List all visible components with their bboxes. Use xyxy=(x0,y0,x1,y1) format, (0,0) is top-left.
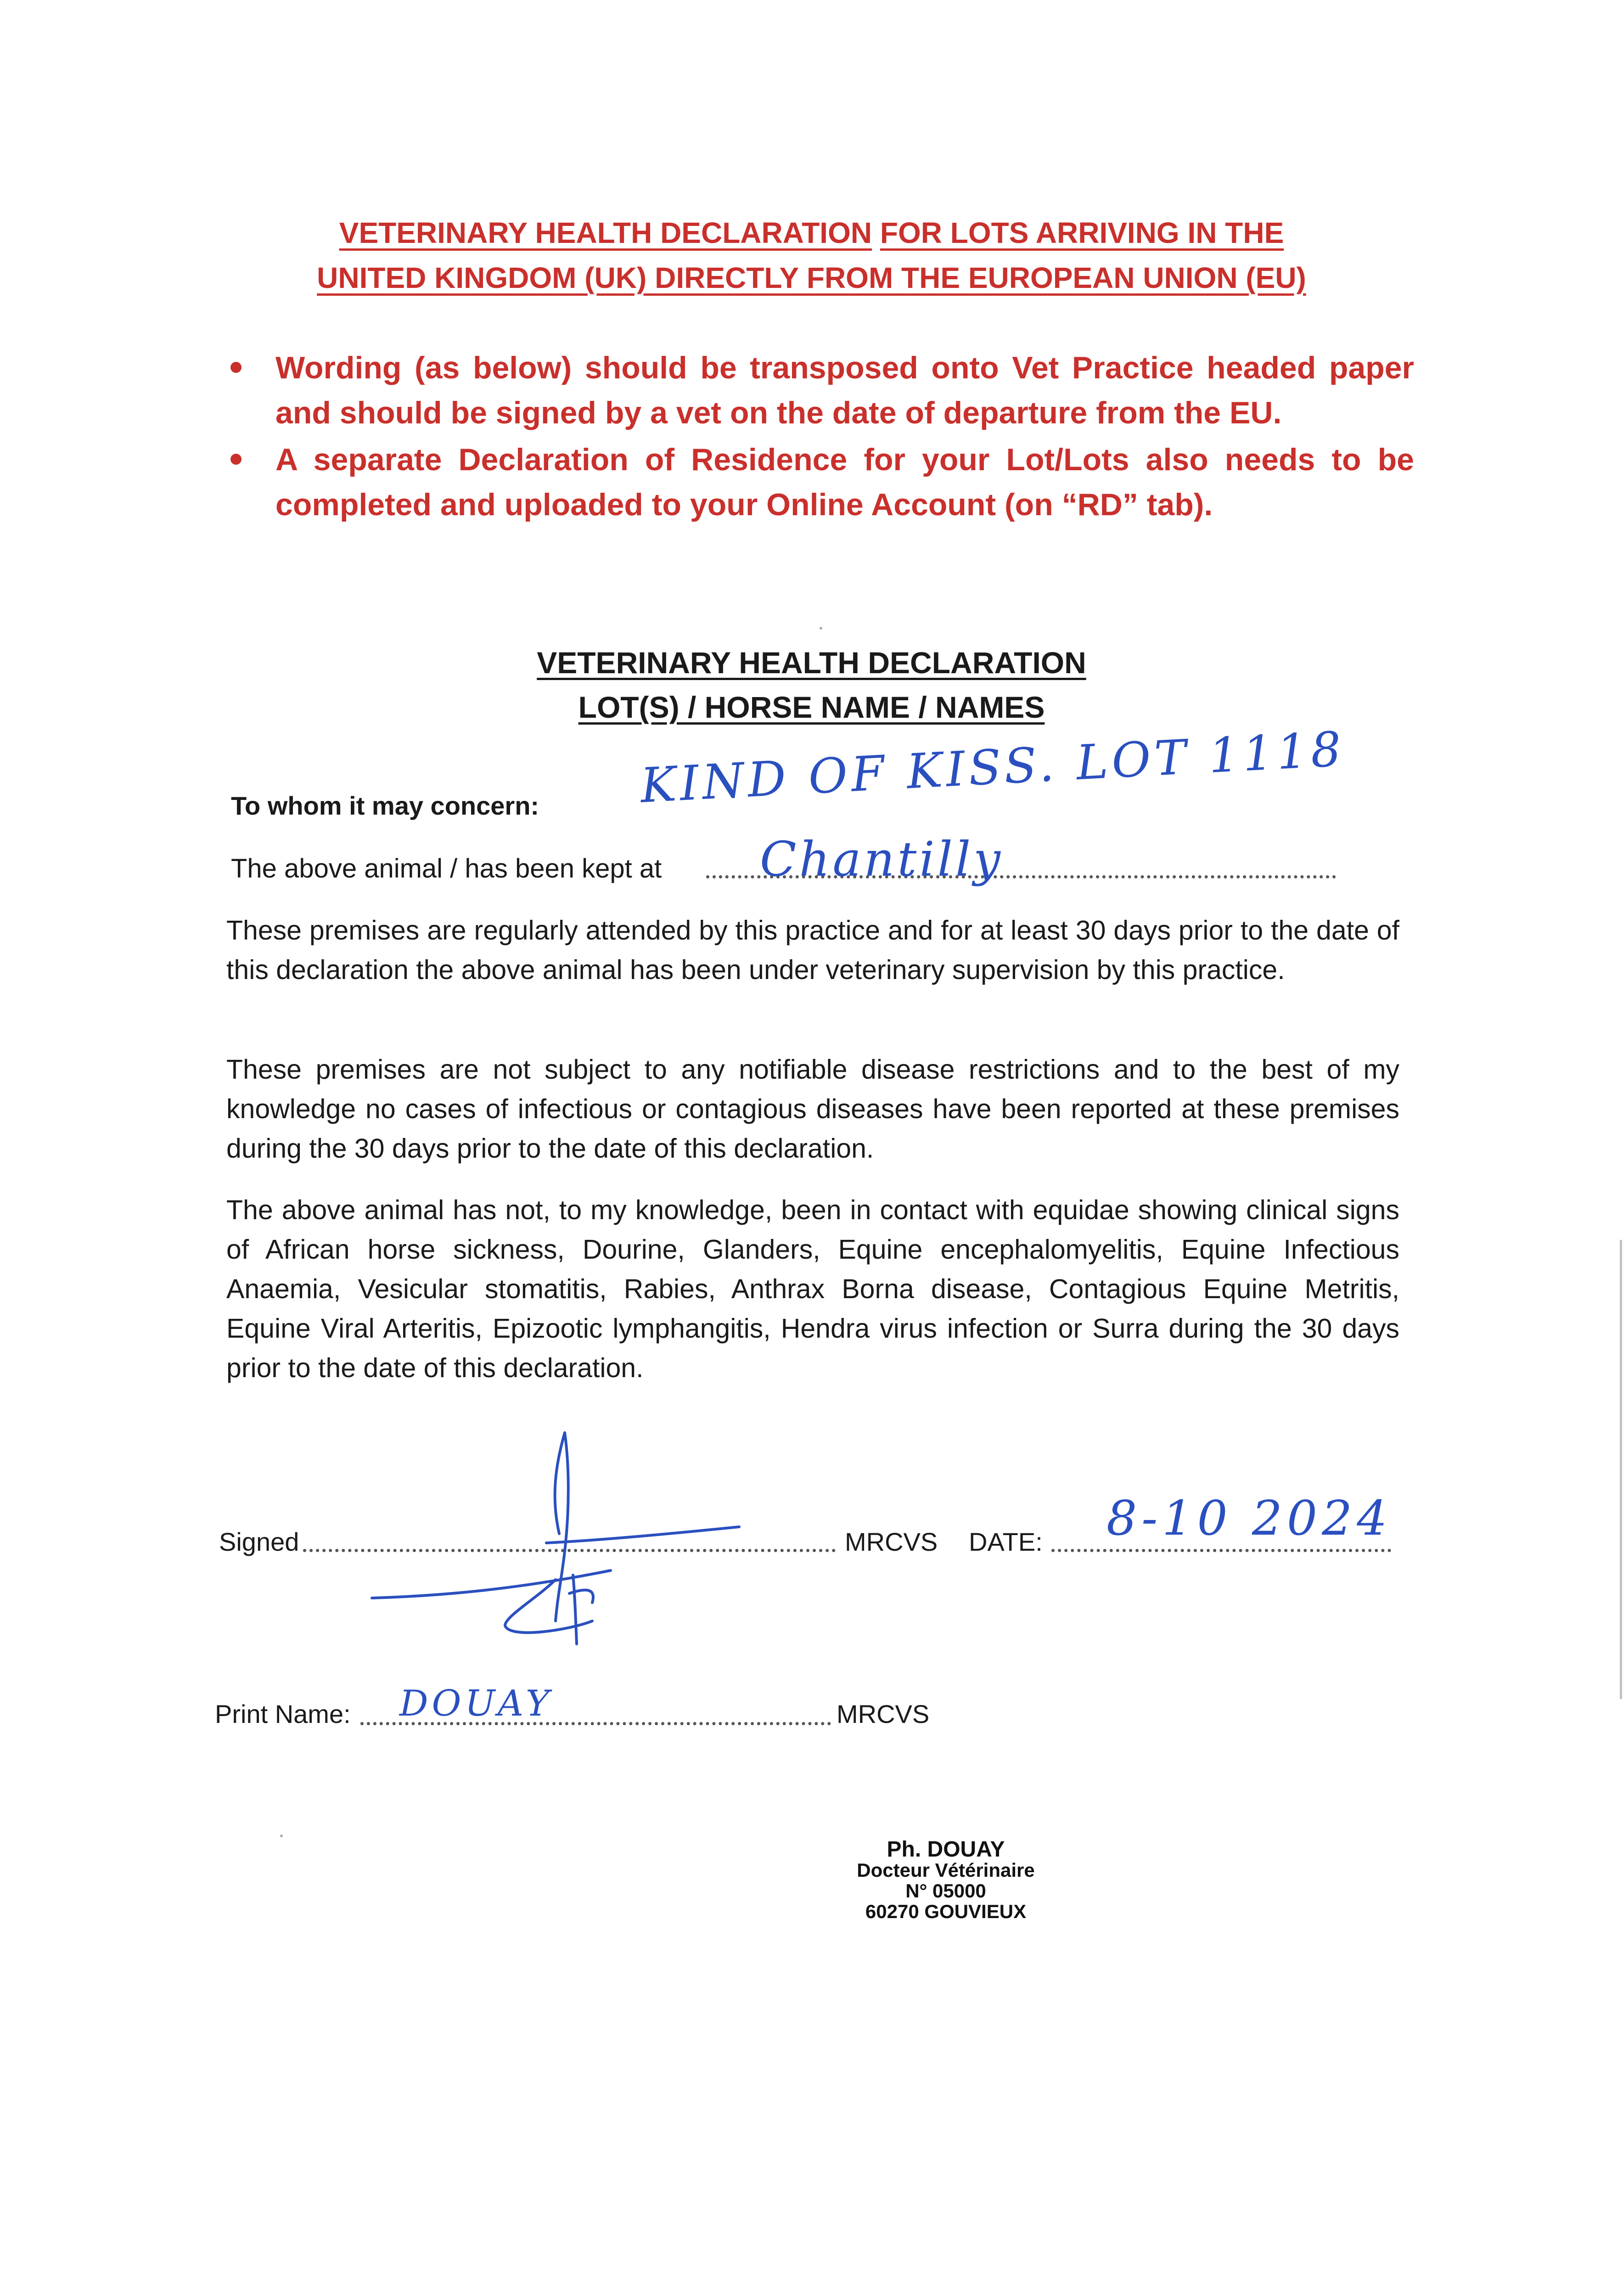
heading-line1-part1: VETERINARY HEALTH DECLARATION xyxy=(339,216,872,249)
mrcvs-label-2: MRCVS xyxy=(837,1699,930,1728)
declaration-paragraph: The above animal has not, to my knowledge, been in contact with equidae showing clinical signs of African horse sickness, Dourine, Glanders, Equine encephalomyelitis, Equine Infectious Anaemia, Vesicular stomatitis, Rabies, Anthrax Borna disease, Contagious Equine Metritis, Equine Viral Arteritis, Epizootic lymphangitis, Hendra virus infection or Surra during the 30 days prior to the date of this declaration. xyxy=(226,1195,1399,1383)
heading-line1-part2: FOR LOTS ARRIVING IN THE xyxy=(880,216,1284,249)
declaration-paragraph: These premises are regularly attended by this practice and for at least 30 days prior to the date of this declaration the above animal has been under veterinary supervision by this practice. xyxy=(226,915,1399,985)
vet-stamp xyxy=(845,1839,1047,1922)
bullet-icon xyxy=(230,454,241,465)
stamp-name: Ph. DOUAY xyxy=(887,1837,1005,1862)
kept-at-label: The above animal / has been kept at xyxy=(231,854,662,884)
horse-name-handwritten: KIND OF KISS. LOT 1118 xyxy=(639,720,1347,814)
instruction-item xyxy=(275,345,1414,435)
print-name-label: Print Name: xyxy=(215,1699,351,1728)
document-heading xyxy=(92,210,1531,300)
scan-speck xyxy=(820,627,822,630)
scan-edge-artifact xyxy=(1620,1240,1622,1699)
date-handwritten: 8-10 2024 xyxy=(1106,1490,1392,1546)
instruction-text: Wording (as below) should be transposed onto Vet Practice headed paper and should be signed by a vet on the date of departure from the EU. xyxy=(275,350,1414,430)
place-handwritten: Chantilly xyxy=(760,831,1003,887)
stamp-number: N° 05000 xyxy=(905,1880,986,1902)
date-label: DATE: xyxy=(969,1527,1043,1556)
declaration-heading xyxy=(367,641,1256,730)
declaration-subtitle: LOT(S) / HORSE NAME / NAMES xyxy=(578,690,1045,724)
instruction-item xyxy=(275,437,1414,527)
signature-image xyxy=(354,1428,767,1667)
stamp-title: Docteur Vétérinaire xyxy=(857,1859,1035,1881)
mrcvs-label: MRCVS xyxy=(845,1527,938,1556)
instructions-list xyxy=(275,345,1414,527)
stamp-address: 60270 GOUVIEUX xyxy=(865,1901,1027,1922)
date-dotted-line xyxy=(1051,1549,1391,1552)
signed-label: Signed xyxy=(219,1527,299,1556)
declaration-paragraph: These premises are not subject to any notifiable disease restrictions and to the best of my knowledge no cases of infectious or contagious diseases have been reported at these premises during the 30 days prior to the date of this declaration. xyxy=(226,1054,1399,1164)
print-name-handwritten: DOUAY xyxy=(399,1683,553,1724)
salutation: To whom it may concern: xyxy=(231,791,539,820)
instruction-text: A separate Declaration of Residence for your Lot/Lots also needs to be completed and uploaded to your Online Account (on “RD” tab). xyxy=(275,442,1414,522)
declaration-title: VETERINARY HEALTH DECLARATION xyxy=(537,646,1086,680)
bullet-icon xyxy=(230,362,241,373)
scan-speck xyxy=(280,1835,283,1837)
heading-line2: UNITED KINGDOM (UK) DIRECTLY FROM THE EUROPEAN UNION (EU) xyxy=(317,261,1306,294)
